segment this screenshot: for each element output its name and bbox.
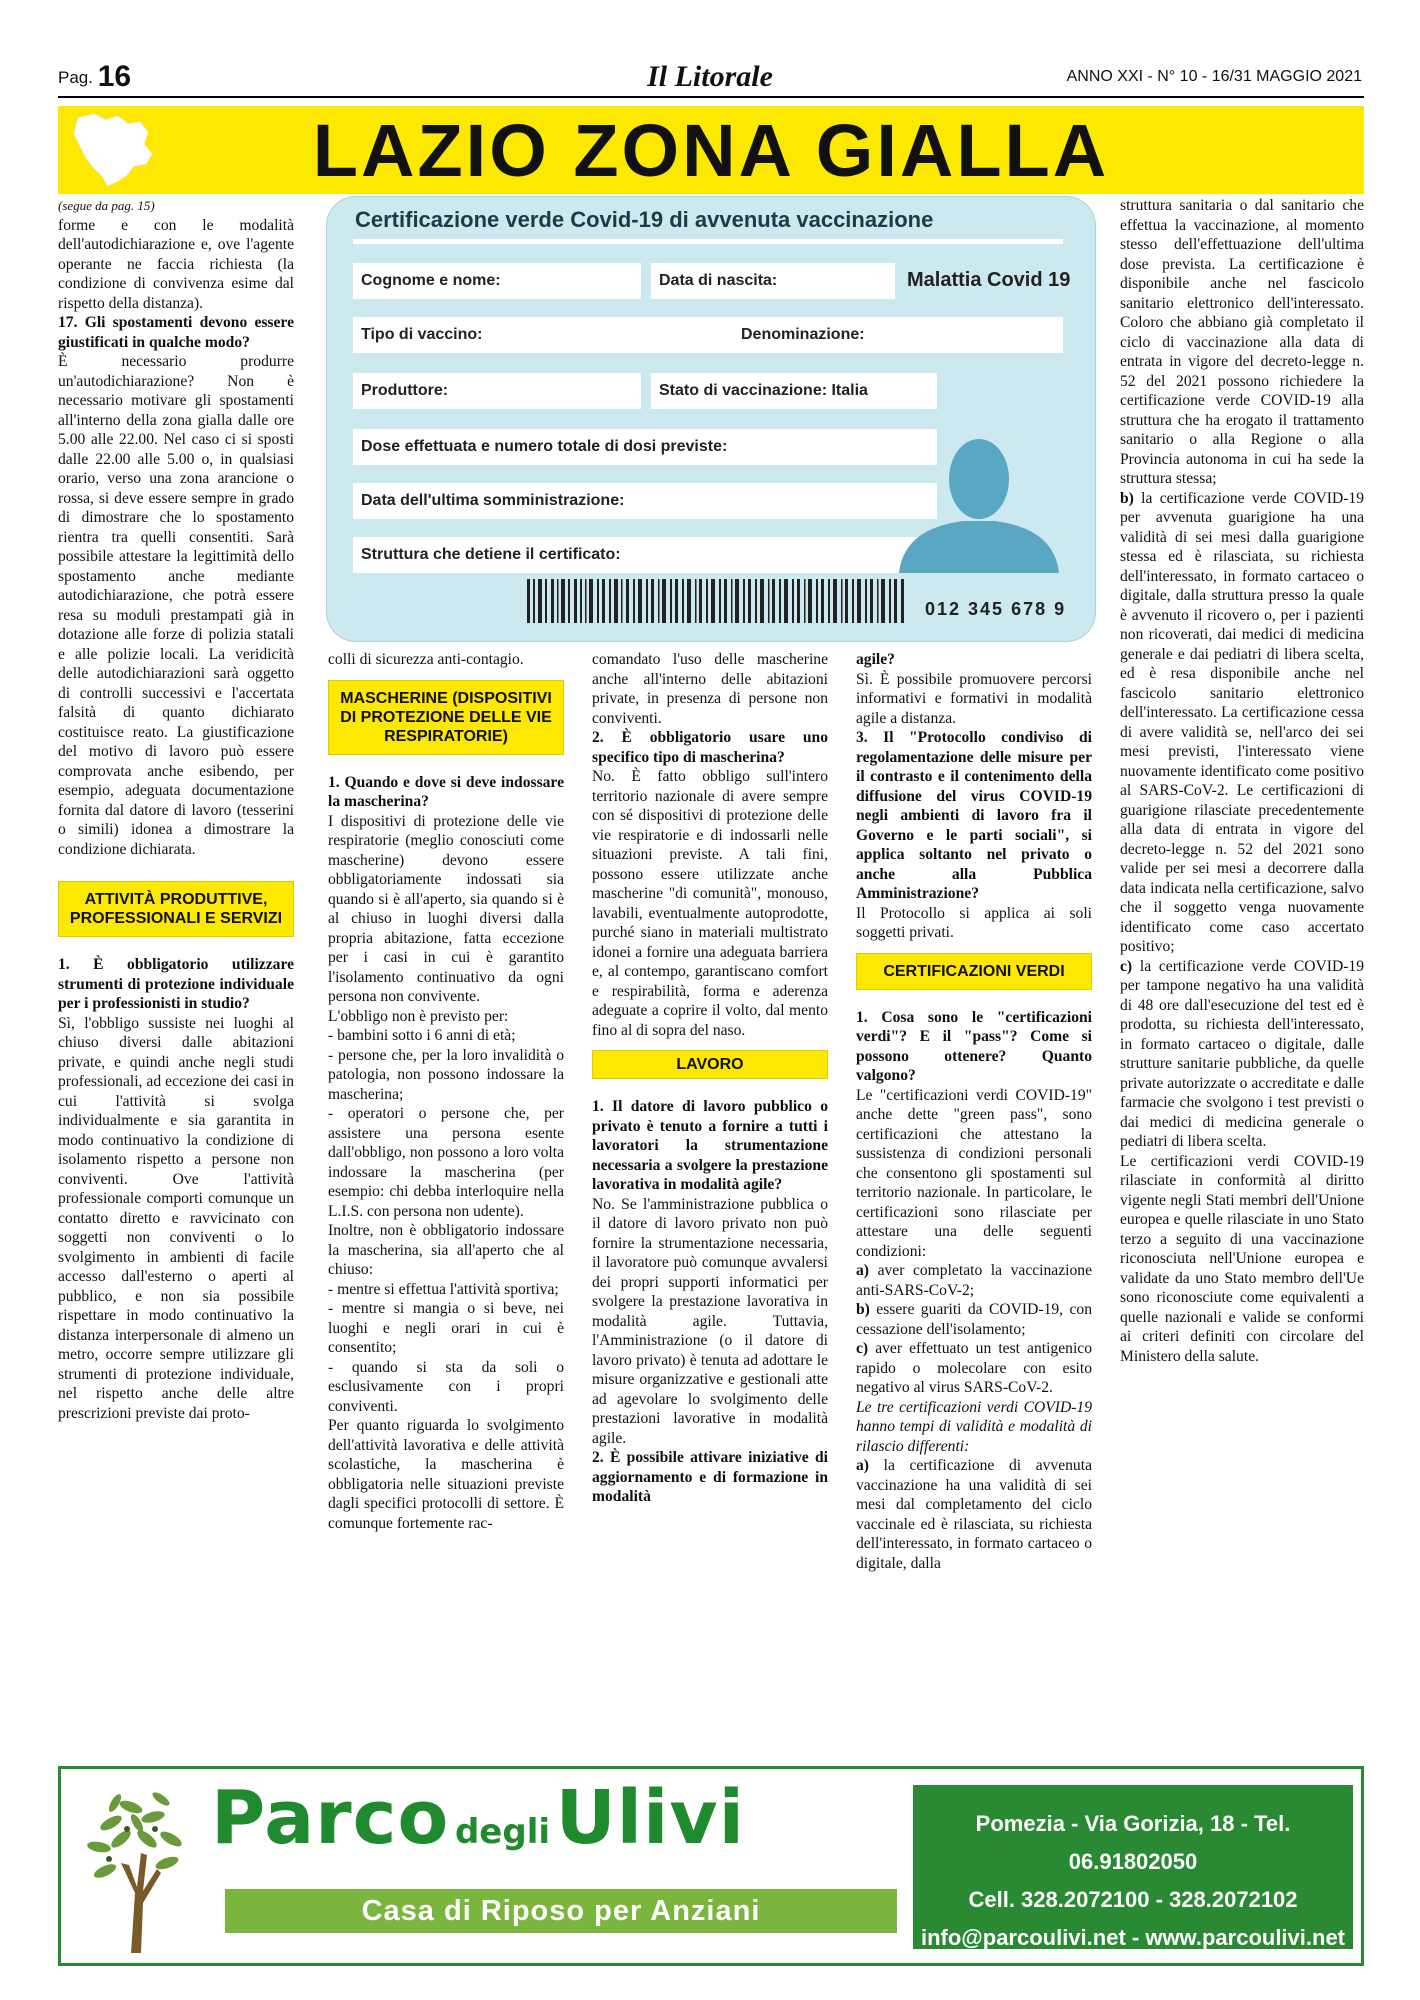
disease-label: Malattia Covid 19 xyxy=(907,269,1071,291)
banner-title: LAZIO ZONA GIALLA xyxy=(312,109,1110,192)
paragraph: - mentre si effettua l'attività sportiva; xyxy=(328,1280,559,1298)
column-1 xyxy=(58,196,294,1423)
column-4 xyxy=(856,650,1092,1573)
question-heading: 1. Il datore di lavoro pubblico o privato è tenuto a fornire a tutti i lavoratori la strumentazione necessaria a svolgere la prestazione lavorativa in modalità agile? xyxy=(592,1098,828,1193)
birth-field: Data di nascita: xyxy=(651,263,895,299)
column-2 xyxy=(328,650,564,1533)
paragraph: - quando si sta da soli o esclusivamente con i propri conviventi. xyxy=(328,1358,564,1415)
state-field: Stato di vaccinazione: Italia xyxy=(651,373,937,409)
question-heading: agile? xyxy=(856,651,895,668)
vaccine-type-field: Tipo di vaccino: xyxy=(353,317,733,353)
column-5 xyxy=(1120,196,1364,1366)
barcode-icon xyxy=(527,579,907,623)
question-heading: 3. Il "Protocollo condiviso di regolamentazione delle misure per il contrasto e il contenimento della diffusione del virus COVID-19 negli ambienti di lavoro fra il Governo e le parti sociali", si applica soltanto nel privato o anche alla Pubblica Amministrazione? xyxy=(856,729,1092,902)
paragraph: È necessario produrre un'autodichiarazione? Non è necessario motivare gli spostamenti all'interno della zona gialla dalle ore 5.00 alle 22.00. Nel caso ci si sposti dalle 22.00 alle 5.00 o, in qualsiasi orario, verso una zona arancione o rossa, si deve essere sempre in grado di dimostrare che lo spostamento rientra tra quelli consentiti. Sarà possibile attestare la legittimità dello spostamento anche mediante autodichiarazione, che potrà essere resa su moduli prestampati già in dotazione alle forze di polizia statali e alle polizie locali. La veridicità delle autodichiarazioni sarà oggetto di controlli successivi e l'accertata falsità di quanto dichiarato costituisce reato. La giustificazione del motivo di lavoro può essere comprovata anche esibendo, per esempio, adeguata documentazione fornita dal datore di lavoro (tesserini o simili) idonea a dimostrare la condizione dichiarata. xyxy=(58,353,294,858)
paragraph: Per quanto riguarda lo svolgimento dell'attività lavorativa e delle attività scolastiche, la mascherina è obbligatoria nelle situazioni previste dagli specifici protocolli di settore. È comunque fortemente rac- xyxy=(328,1417,564,1532)
ad-web: info@parcoulivi.net - www.parcoulivi.net xyxy=(920,1925,1345,1950)
paragraph: - mentre si mangia o si beve, nei luoghi e negli orari in cui è consentito; xyxy=(328,1300,564,1356)
paragraph: forme e con le modalità dell'autodichiarazione e, ove l'agente operante ne faccia richiesta (la condizione di convivenza esime dal rispetto della distanza). xyxy=(58,216,294,312)
certificate-rule xyxy=(353,239,1063,244)
paragraph: L'obbligo non è previsto per: xyxy=(328,1007,509,1025)
ad-brand-name: Parco degli Ulivi xyxy=(211,1775,746,1861)
paragraph: I dispositivi di protezione delle vie respiratorie (meglio conosciuti come mascherine) devono essere obbligatoriamente indossati sia quando si è all'aperto, sia quando si è al chiuso in luoghi diversi dalla propria abitazione, fatta eccezione per i casi in cui è garantito l'isolamento continuativo da ogni persona non convivente. xyxy=(328,812,564,1005)
header-rule xyxy=(58,96,1364,98)
paragraph: Sì, l'obbligo sussiste nei luoghi al chiuso diversi dalle abitazioni private, e quindi anche negli studi professionali, ad eccezione dei casi in cui l'attività si svolga individualmente e sia garantita in modo continuativo la condizione di isolamento rispetto a persone non conviventi. Ove l'attività professionale comporti comunque un contatto diretto e ravvicinato con soggetti non conviventi o lo svolgimento in ambienti di facile accesso dall'esterno o aperti al pubblico, e non sia possibile rispettare in modo continuativo la distanza interpersonale di almeno un metro, occorre sempre utilizzare gli strumenti di protezione individuale, nel rispetto anche delle altre prescrizioni previste dai proto- xyxy=(58,1014,294,1422)
question-heading: 1. È obbligatorio utilizzare strumenti di protezione individuale per i professionisti in studio? xyxy=(58,956,294,1012)
ad-contact-box xyxy=(913,1785,1353,1949)
paragraph: Sì. È possibile promuovere percorsi informativi e formativi in modalità agile a distanza. xyxy=(856,670,1092,727)
certificate-title: Certificazione verde Covid-19 di avvenuta vaccinazione xyxy=(355,207,934,232)
list-item: b) essere guariti da COVID-19, con cessazione dell'isolamento; xyxy=(856,1301,1092,1338)
list-item: b) la certificazione verde COVID-19 per avvenuta guarigione ha una validità di sei mesi dalla guarigione stessa ed è rilasciata, su richiesta dell'interessato, in formato cartaceo o digitale, dalla struttura presso la quale è avvenuto il ricovero o, per i pazienti non ricoverati, dai medici di medicina generale e dai pediatri di libera scelta, ed è resa disponibile anche nel fascicolo sanitario elettronico dell'interessato. La certificazione cessa di avere validità se, nell'arco dei sei mesi previsti, l'interessato viene nuovamente identificato come positivo al SARS-CoV-2. Le certificazioni di guarigione rilasciate precedentemente alla data di entrata in vigore del decreto-legge n. 52 del 2021 sono valide per sei mesi a decorrere dalla data indicata nella certificazione, salvo che il soggetto venga nuovamente identificato come caso accertato positivo; xyxy=(1120,489,1364,955)
ad-subtitle: Casa di Riposo per Anziani xyxy=(225,1889,897,1933)
paragraph: comandato l'uso delle mascherine anche all'interno delle abitazioni private, in presenza di persone non conviventi. xyxy=(592,651,828,727)
list-item: c) aver effettuato un test antigenico rapido o molecolare con esito negativo al virus SARS-CoV-2. xyxy=(856,1340,1092,1396)
question-heading: 17. Gli spostamenti devono essere giustificati in qualche modo? xyxy=(58,314,294,351)
holder-field: Struttura che detiene il certificato: xyxy=(353,537,937,573)
paragraph: - operatori o persone che, per assistere una persona esente dall'obbligo, non possono a loro volta indossare la mascherina (per esempio: chi debba interloquire nella L.I.S. con persona non udente). xyxy=(328,1105,564,1220)
paragraph: Il Protocollo si applica ai soli soggetti privati. xyxy=(856,904,1092,941)
list-item: a) aver completato la vaccinazione anti-SARS-CoV-2; xyxy=(856,1262,1092,1299)
paragraph: - persone che, per la loro invalidità o patologia, non possono indossare la mascherina; xyxy=(328,1046,564,1103)
section-box: MASCHERINE (DISPOSITIVI DI PROTEZIONE DELLE VIE RESPIRATORIE) xyxy=(328,680,564,755)
ad-address: Pomezia - Via Gorizia, 18 - Tel. 06.91802050 xyxy=(975,1811,1291,1874)
person-avatar-icon xyxy=(893,433,1065,573)
olive-tree-icon xyxy=(71,1783,201,1953)
doses-field: Dose effettuata e numero totale di dosi previste: xyxy=(353,429,937,465)
masthead: Il Litorale xyxy=(647,60,773,93)
paragraph: struttura sanitaria o dal sanitario che effettua la vaccinazione, al momento stesso dell'effettuazione dell'ultima dose prevista. La certificazione è disponibile anche nel fascicolo sanitario elettronico dell'interessato. Coloro che abbiano già completato il ciclo di vaccinazione alla data di entrata in vigore del decreto-legge n. 52 del 2021 possono richiedere la certificazione verde COVID-19 alla struttura che ha erogato il trattamento sanitario o alla Regione o alla Provincia autonoma in cui ha sede la struttura stessa; xyxy=(1120,197,1364,487)
producer-field: Produttore: xyxy=(353,373,641,409)
ad-phones: Cell. 328.2072100 - 328.2072102 xyxy=(968,1887,1298,1912)
list-item: c) la certificazione verde COVID-19 per tampone negativo ha una validità di 48 ore dall'esecuzione del test ed è prodotta, su richiesta dell'interessato, in formato cartaceo o digitale, dalle strutture sanitarie pubbliche, da quelle private autorizzate o accreditate e dalle farmacie che svolgono i test previsti o dai medici di medicina generale o pediatri di libera scelta. xyxy=(1120,957,1364,1150)
question-heading: 1. Quando e dove si deve indossare la mascherina? xyxy=(328,773,564,810)
last-date-field: Data dell'ultima somministrazione: xyxy=(353,483,937,519)
advertisement xyxy=(58,1766,1364,1966)
column-3 xyxy=(592,650,828,1507)
paragraph: colli di sicurezza anti-contagio. xyxy=(328,651,524,668)
section-box: ATTIVITÀ PRODUTTIVE, PROFESSIONALI E SERVIZI xyxy=(58,881,294,937)
section-box: LAVORO xyxy=(592,1050,828,1079)
page-number: Pag. 16 xyxy=(58,60,132,93)
certificate-number: 012 345 678 9 xyxy=(925,599,1067,619)
name-field: Cognome e nome: xyxy=(353,263,641,299)
paragraph: Le tre certificazioni verdi COVID-19 hanno tempi di validità e modalità di rilascio differenti: xyxy=(856,1398,1092,1455)
question-heading: 2. È possibile attivare iniziative di aggiornamento e di formazione in modalità xyxy=(592,1449,828,1505)
paragraph: - bambini sotto i 6 anni di età; xyxy=(328,1027,516,1044)
question-heading: 1. Cosa sono le "certificazioni verdi"? E il "pass"? Come si possono ottenere? Quanto valgono? xyxy=(856,1008,1092,1084)
paragraph: Le certificazioni verdi COVID-19 rilasciate in conformità al diritto vigente negli Stati membri dell'Unione europea e quelle rilasciate in uno Stato terzo a seguito di una vaccinazione riconosciuta nell'Unione europea e validate da uno Stato membro dell'Ue sono riconosciute come equivalenti a quelle nazionali e valide se conformi ai criteri definiti con circolare del Ministero della salute. xyxy=(1120,1152,1364,1365)
continued-note: (segue da pag. 15) xyxy=(58,198,155,213)
question-heading: 2. È obbligatorio usare uno specifico tipo di mascherina? xyxy=(592,729,828,766)
green-pass-illustration xyxy=(326,196,1096,642)
section-banner xyxy=(58,106,1364,194)
section-box: CERTIFICAZIONI VERDI xyxy=(856,953,1092,990)
issue-info: ANNO XXI - N° 10 - 16/31 MAGGIO 2021 xyxy=(1066,68,1362,85)
paragraph: No. È fatto obbligo sull'intero territorio nazionale di avere sempre con sé dispositivi di protezione delle vie respiratorie e di indossarli nelle situazioni previste. A tali fini, possono essere utilizzate anche mascherine "di comunità", monouso, lavabili, eventualmente autoprodotte, purché siano in materiali multistrato idonei a fornire una adeguata barriera e, al contempo, garantiscano comfort e respirabilità, forma e aderenza adeguate a coprire il volto, dal mento fino al di sopra del naso. xyxy=(592,768,828,1039)
paragraph: No. Se l'amministrazione pubblica o il datore di lavoro privato non può fornire la strumentazione necessaria, il lavoratore può comunque avvalersi dei propri supporti informatici per svolgere la prestazione lavorativa in modalità agile. Tuttavia, l'Amministrazione (o il datore di lavoro privato) è tenuta ad adottare le misure organizzative e gestionali atte ad agevolare lo svolgimento delle prestazioni lavorative in modalità agile. xyxy=(592,1195,828,1447)
denomination-field: Denominazione: xyxy=(733,317,1063,353)
list-item: a) la certificazione di avvenuta vaccinazione ha una validità di sei mesi dal completamento del ciclo vaccinale ed è rilasciata, su richiesta dell'interessato, in formato cartaceo o digitale, dalla xyxy=(856,1457,1092,1572)
paragraph: Inoltre, non è obbligatorio indossare la mascherina, sia all'aperto che al chiuso: xyxy=(328,1222,564,1278)
paragraph: Le "certificazioni verdi COVID-19" anche dette "green pass", sono certificazioni che attestano la sussistenza di condizioni personali che consentono gli spostamenti sul territorio nazionale. In particolare, le certificazioni sono rilasciate per attestare una delle seguenti condizioni: xyxy=(856,1086,1092,1260)
